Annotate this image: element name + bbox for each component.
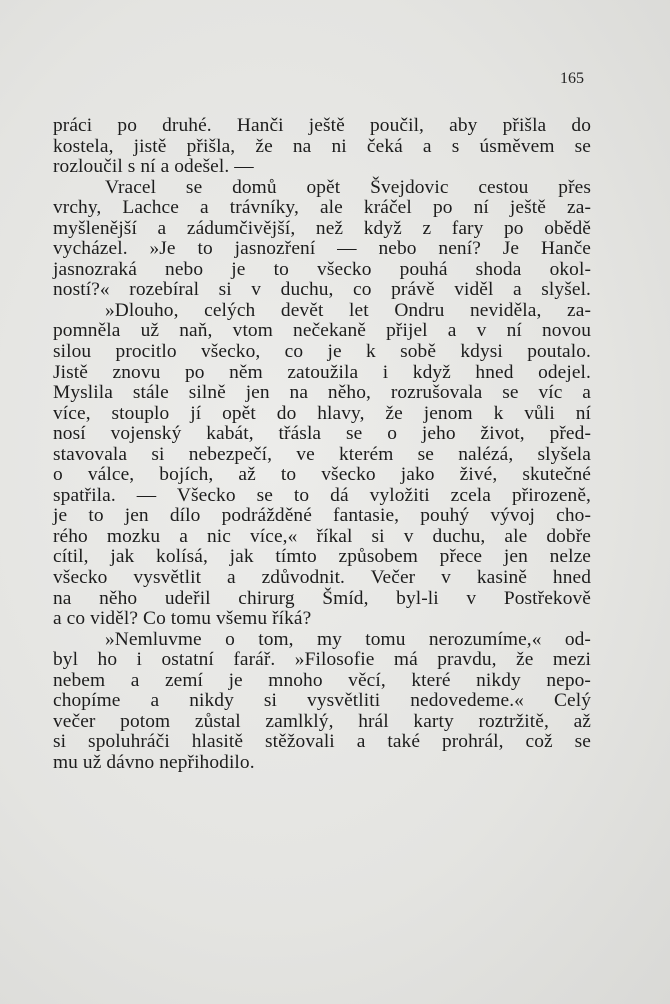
text-line: vrchy, Lachce a trávníky, ale kráčel po ní ještě za- — [53, 197, 591, 219]
text-line: »Nemluvme o tom, my tomu nerozumíme,« od- — [105, 628, 591, 650]
text-line: o válce, bojích, až to všecko jako živé, skutečné — [53, 464, 591, 486]
text-line: Vracel se domů opět Švejdovic cestou přes — [105, 176, 591, 198]
text-line: cítil, jak kolísá, jak tímto způsobem přece jen nelze — [53, 546, 591, 568]
text-line: mu už dávno nepřihodilo. — [53, 751, 255, 773]
text-line: nosí vojenský kabát, třásla se o jeho život, před- — [53, 423, 591, 445]
text-line: stavovala si nebezpečí, ve kterém se nalézá, slyšela — [53, 443, 591, 465]
text-line: silou procitlo všecko, co je k sobě kdysi poutalo. — [53, 341, 591, 363]
text-line: ností?« rozebíral si v duchu, co právě viděl a slyšel. — [53, 279, 591, 301]
text-line: pomněla už naň, vtom nečekaně přijel a v ní novou — [53, 320, 591, 342]
text-line: »Dlouho, celých devět let Ondru neviděla, za- — [105, 299, 591, 321]
text-line: rého mozku a nic více,« říkal si v duchu, ale dobře — [53, 525, 591, 547]
body-text — [53, 116, 591, 774]
text-line: spatřila. — Všecko se to dá vyložiti zcela přirozeně, — [53, 484, 591, 506]
text-line: byl ho i ostatní farář. »Filosofie má pravdu, že mezi — [53, 649, 591, 671]
page-number: 165 — [560, 70, 584, 87]
text-line: chopíme a nikdy si vysvětliti nedovedeme.« Celý — [53, 690, 591, 712]
text-line: večer potom zůstal zamlklý, hrál karty roztržitě, až — [53, 710, 591, 732]
text-line: rozloučil s ní a odešel. — — [53, 156, 254, 178]
text-line: více, stouplo jí opět do hlavy, že jenom k vůli ní — [53, 402, 591, 424]
text-line: si spoluhráči hlasitě stěžovali a také prohrál, což se — [53, 731, 591, 753]
text-line: Myslila stále silně jen na něho, rozrušovala se víc a — [53, 382, 591, 404]
text-line: práci po druhé. Hanči ještě poučil, aby přišla do — [53, 115, 591, 136]
text-line: na něho udeřil chirurg Šmíd, byl-li v Postřekově — [53, 587, 591, 609]
text-line: všecko vysvětlit a zdůvodnit. Večer v kasině hned — [53, 567, 591, 589]
text-line: jasnozraká nebo je to všecko pouhá shoda okol- — [53, 258, 591, 280]
text-line: nebem a zemí je mnoho věcí, které nikdy nepo- — [53, 669, 591, 691]
text-line: Jistě znovu po něm zatoužila i když hned odejel. — [53, 361, 591, 383]
text-line: a co viděl? Co tomu všemu říká? — [53, 608, 312, 630]
text-line: myšlenější a zádumčivější, než když z fary po obědě — [53, 217, 591, 239]
text-line: vycházel. »Je to jasnozření — nebo není? Je Hanče — [53, 238, 591, 260]
text-line: kostela, jistě přišla, že na ni čeká a s úsměvem se — [53, 135, 591, 157]
text-line: je to jen dílo podrážděné fantasie, pouhý vývoj cho- — [53, 505, 591, 527]
